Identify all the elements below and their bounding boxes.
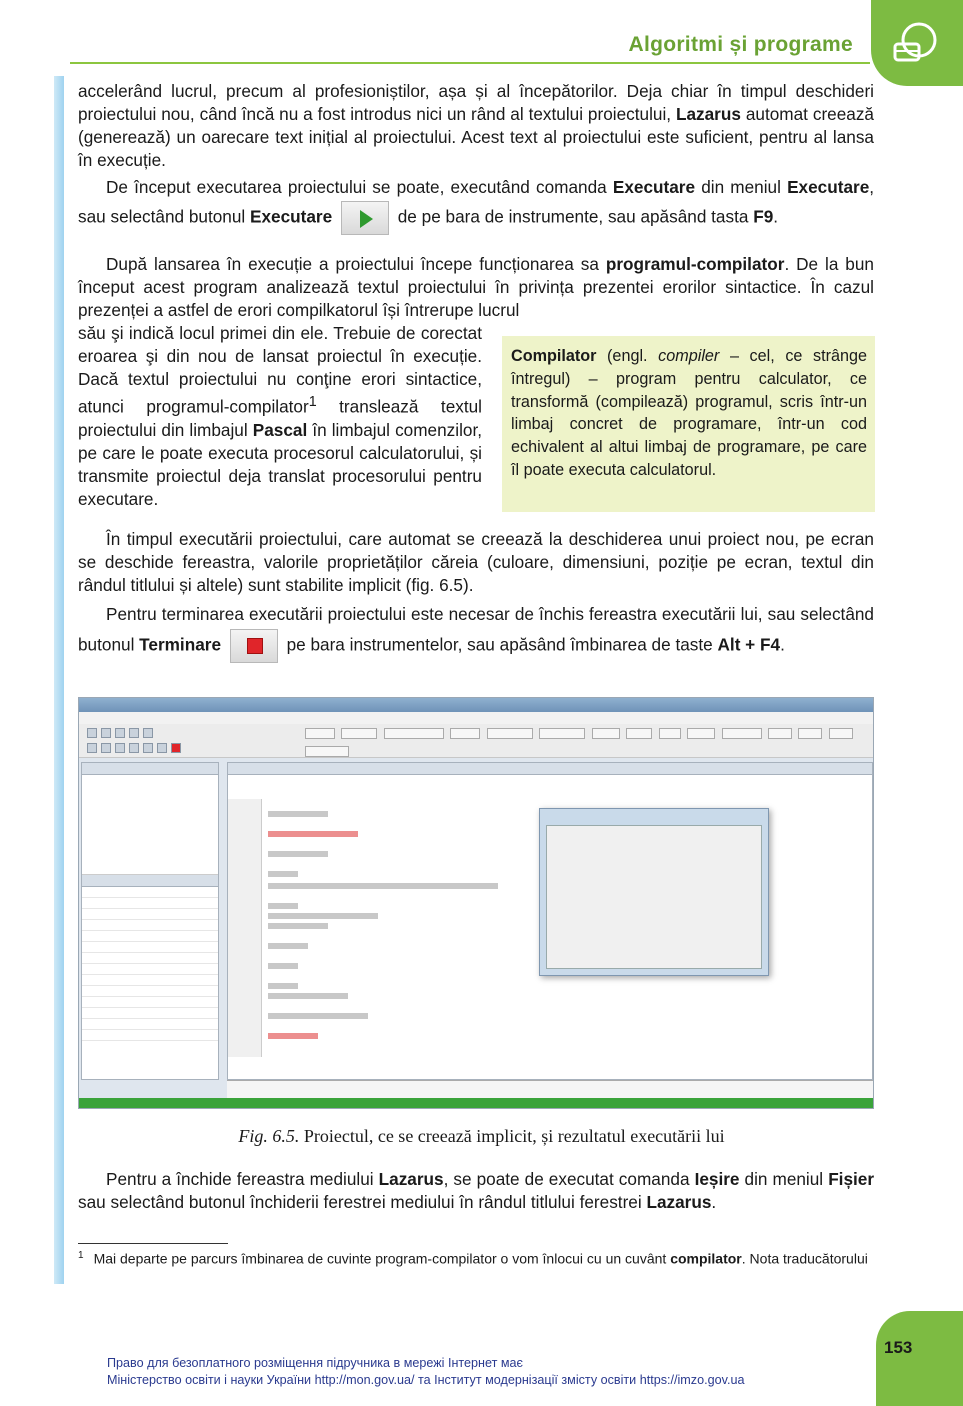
header-rule — [70, 62, 870, 64]
chapter-title: Algoritmi și programe — [628, 33, 853, 56]
note-term: Compilator — [511, 347, 597, 365]
paragraph-3-continued: său şi indică locul primei din ele. Trebuie de corectat eroarea şi din nou de lansat proiectul în execuție. Dacă textul proiectului nu conţine erori sintactice, atunci programul-compilator$^1$ translează textul proiectului din limbajul Pascal în limbajul comenzilor, pe care le poate executa procesorul calculatorului, și transmite proiectul deja translat procesorului pentru executare. — [78, 323, 482, 509]
paragraph-1: accelerând lucrul, precum al profesioniștilor, așa și al începătorilor. Deja chiar în timpul deschideri proiectului nou, când încă nu a fost introdus nici un rând al textului proiectului, Lazarus automat creează (generează) un oarecare text inițial al proiectului. Acest text al proiectului este suficient, pentru al lansa în execuție. — [78, 81, 874, 170]
legal-line-2: Міністерство освіти і науки України http://mon.gov.ua/ та Інститут модернізації змісту освіти https://imzo.gov.ua — [107, 1373, 745, 1387]
chapter-icon — [889, 18, 941, 70]
definition-note: Compilator (engl. compiler – cel, ce strânge întregul) – program pentru calculator, ce transformă (compilează) programul, scris într-un limbaj concret de programare, într-un cod echivalent al altui limbaj de programare, pe care îl poate executa calculatorul. — [502, 336, 875, 512]
ide-statusbar — [79, 1098, 874, 1109]
paragraph-3: După lansarea în execuție a proiectului începe funcționarea sa programul-compilator. De la bun început acest program analizează textul proiectului în privința prezentei erorilor sintactice. În cazul prezenței a astfel de erori compilkatorul își întrerupe lucrul — [78, 254, 874, 320]
paragraph-5: Pentru terminarea executării proiectului este necesar de închis fereastra executării lui, sau selectând butonul Terminare pe bara instrumentelor, sau apăsând îmbinarea de taste Alt + F4. — [78, 599, 874, 663]
component-palette-tabs — [305, 726, 874, 738]
footnote-rule — [78, 1243, 228, 1244]
legal-line-1: Право для безоплатного розміщення підручника в мережі Інтернет має — [107, 1356, 523, 1370]
page-number: 153 — [884, 1338, 913, 1357]
object-inspector — [81, 762, 219, 1080]
page-number-tab — [876, 1311, 963, 1406]
messages-panel — [227, 1080, 873, 1098]
paragraph-4: În timpul executării proiectului, care automat se creează la deschiderea unui proiect nou, pe ecran se deschide fereastra, valorile proprietăților căreia (culoare, dimensiuni, poziție pe ecran, textul din rândul titlului și altele) sunt stabilite implicit (fig. 6.5). — [78, 529, 874, 595]
form1-window — [539, 808, 769, 976]
ide-menubar — [79, 712, 874, 724]
footnote: $^1$ Mai departe pe parcurs îmbinarea de cuvinte program-compilator o vom înlocui cu un cuvânt compilator. Nota traducătorului — [78, 1250, 868, 1267]
paragraph-2: De început executarea proiectului se poate, executând comanda Executare din meniul Executare, sau selectând butonul Executare de pe bara de instrumente, sau apăsând tasta F9. — [78, 174, 874, 235]
figure-caption: Fig. 6.5. Proiectul, ce se creează implicit, și rezultatul executării lui — [238, 1126, 725, 1146]
stop-icon — [247, 638, 263, 654]
legal-notice — [107, 1355, 867, 1389]
paragraph-6: Pentru a închide fereastra mediului Lazarus, se poate de executat comanda Ieșire din meniul Fișier sau selectând butonul închiderii ferestrei mediului în rândul titlului ferestrei Lazarus. — [78, 1169, 875, 1212]
lazarus-screenshot — [78, 697, 874, 1109]
stop-button-image — [230, 629, 278, 663]
run-button-image — [341, 201, 389, 235]
chapter-tab — [871, 0, 963, 86]
margin-bar — [54, 76, 64, 1284]
play-icon — [360, 210, 373, 228]
footnote-ref: 1 — [308, 394, 317, 410]
ide-titlebar — [79, 698, 874, 712]
